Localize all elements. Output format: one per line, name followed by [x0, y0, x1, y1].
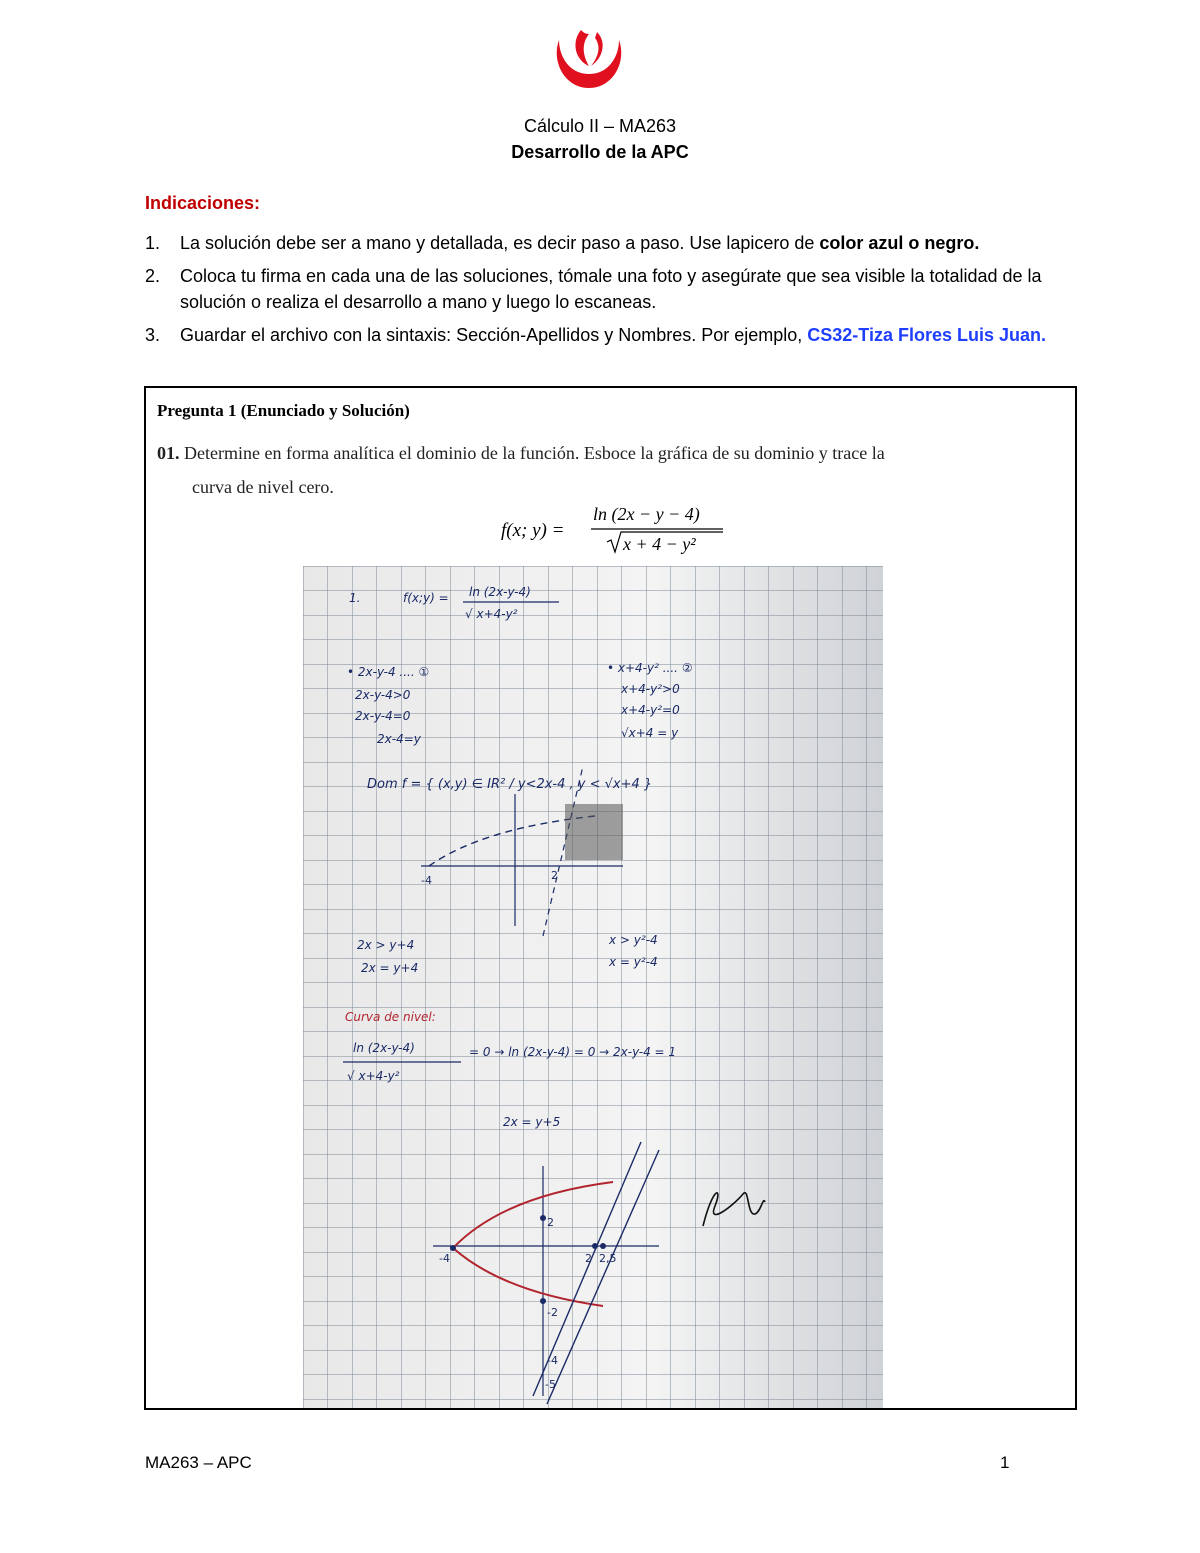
hw-eq2: 2x = y+5	[503, 1115, 561, 1129]
instructions-heading: Indicaciones:	[145, 193, 261, 213]
instruction-item	[145, 322, 1085, 348]
formula-denominator: x + 4 − y²	[623, 534, 696, 554]
hw-cond1-line: 2x-y-4>0	[355, 688, 411, 702]
hw-numerator: ln (2x-y-4)	[469, 585, 531, 599]
question-statement	[157, 436, 1057, 504]
hw-denominator: √ x+4-y²	[465, 607, 518, 621]
formula-numerator: ln (2x − y − 4)	[593, 504, 700, 524]
page-subtitle: Desarrollo de la APC	[511, 142, 689, 162]
filename-example: CS32-Tiza Flores Luis Juan.	[807, 325, 1047, 345]
hw-cond2-line: x+4-y²=0	[621, 703, 680, 717]
instruction-number: 2.	[145, 266, 161, 286]
hw-graph2-label: -4	[547, 1354, 558, 1367]
hw-problem-number: 1.	[349, 591, 361, 605]
question-line2: curva de nivel cero.	[192, 477, 334, 497]
hw-graph2-label: -4	[439, 1252, 450, 1265]
hw-eq-numerator: ln (2x-y-4)	[353, 1041, 415, 1055]
hw-level-curve-label: Curva de nivel:	[345, 1010, 436, 1024]
question-line1: Determine en forma analítica el dominio de la función. Esboce la gráfica de su dominio y trace la	[184, 443, 885, 463]
instruction-item	[145, 263, 1085, 315]
hw-eq-denominator: √ x+4-y²	[347, 1069, 400, 1083]
hw-graph2-label: 2	[547, 1216, 554, 1229]
question-number: 01.	[157, 443, 180, 463]
instruction-text: Guardar el archivo con la sintaxis: Sección-Apellidos y Nombres. Por ejemplo,	[180, 325, 808, 345]
hw-cond1-line: 2x-4=y	[377, 732, 421, 746]
question-label: Pregunta 1 (Enunciado y Solución)	[157, 401, 410, 420]
hw-eq-rhs: = 0 → ln (2x-y-4) = 0 → 2x-y-4 = 1	[469, 1045, 677, 1059]
hw-cond2-line: x+4-y²>0	[621, 682, 680, 696]
hw-cond1-line: • 2x-y-4 .... ①	[347, 665, 430, 679]
hw-cond1-line: 2x-y-4=0	[355, 709, 411, 723]
instruction-text: Coloca tu firma en cada una de las soluciones, tómale una foto y asegúrate que sea visible la totalidad de la solución o realiza el desarrollo a mano y luego lo escaneas.	[180, 266, 1042, 312]
hw-graph2-label: 2,5	[599, 1252, 617, 1265]
hw-graph1-label: 2	[551, 869, 558, 882]
instruction-number: 3.	[145, 325, 161, 345]
hw-cond4-line: x = y²-4	[609, 955, 658, 969]
hw-fxy: f(x;y) =	[403, 591, 449, 605]
hw-graph2-label: 2	[585, 1252, 592, 1265]
hw-cond2-line: • x+4-y² .... ②	[607, 661, 693, 675]
hw-cond4-line: x > y²-4	[609, 933, 658, 947]
page-number: 1	[1000, 1453, 1010, 1472]
footer-course: MA263 – APC	[145, 1453, 252, 1472]
instruction-number: 1.	[145, 233, 161, 253]
hw-graph2-label: -2	[547, 1306, 558, 1319]
hw-cond2-line: √x+4 = y	[621, 726, 679, 740]
hw-cond3-line: 2x = y+4	[361, 961, 419, 975]
upc-logo	[551, 26, 627, 92]
hw-domain: Dom f = { (x,y) ∈ IR² / y<2x-4 , y < √x+4 }	[367, 777, 653, 792]
hw-graph1-label: -4	[421, 874, 432, 887]
instruction-emphasis: color azul o negro.	[819, 233, 980, 253]
function-formula	[501, 498, 741, 558]
hw-graph2-label: -5	[545, 1378, 556, 1391]
instructions-list	[145, 230, 1085, 355]
instruction-text: La solución debe ser a mano y detallada, es decir paso a paso. Use lapicero de	[180, 233, 820, 253]
solution-photo	[303, 566, 883, 1408]
question-box	[144, 386, 1077, 1410]
formula-lhs: f(x; y) =	[501, 520, 565, 541]
course-title: Cálculo II – MA263	[523, 116, 677, 136]
instruction-item	[145, 230, 1085, 256]
hw-cond3-line: 2x > y+4	[357, 938, 415, 952]
